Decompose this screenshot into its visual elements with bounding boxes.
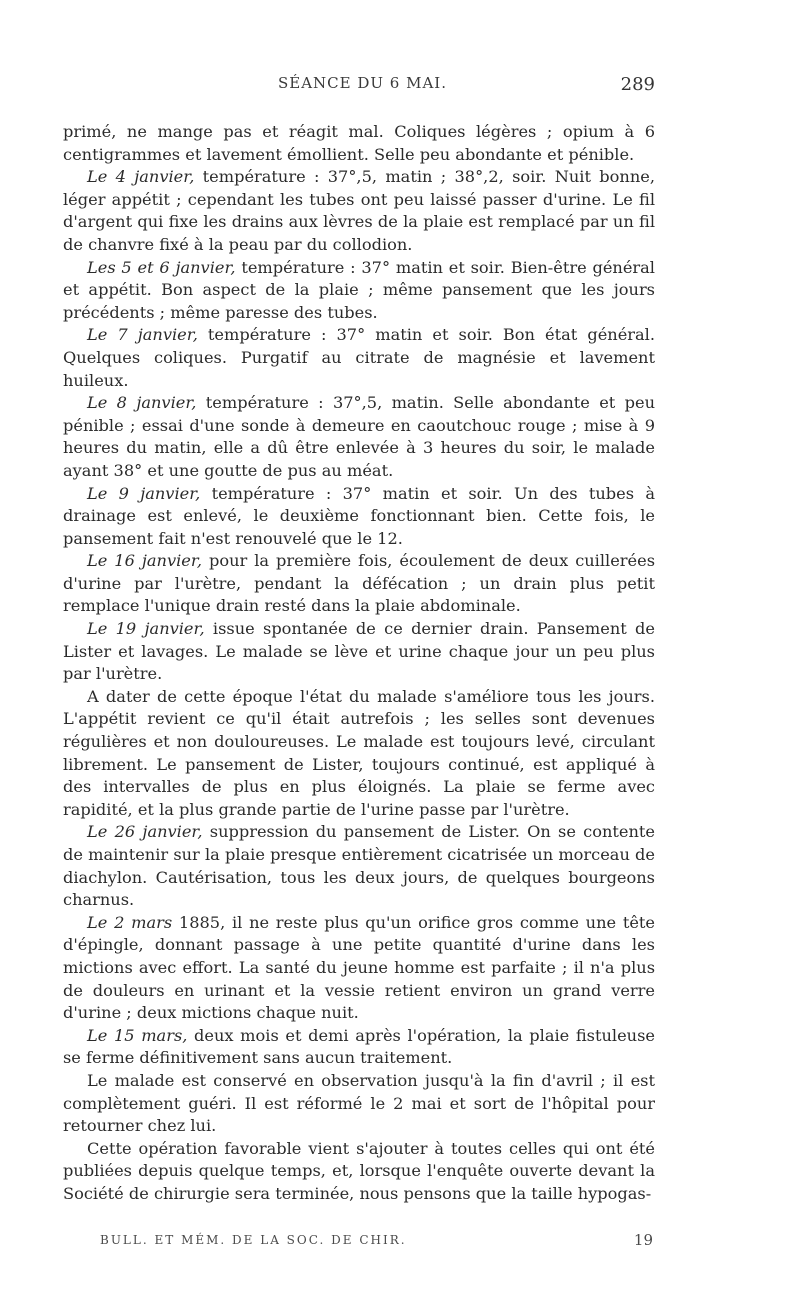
paragraph-9 <box>63 821 655 911</box>
paragraph-13 <box>63 1138 655 1206</box>
entry-date: Le 19 janvier, <box>87 619 205 639</box>
paragraph-text: pour la première fois, écoulement de deux cuillerées d'urine par l'urètre, pendant la défécation ; un drain plus petit remplace l'unique drain resté dans la plaie abdominale. <box>63 551 655 616</box>
paragraph-0 <box>63 121 655 166</box>
paragraph-11 <box>63 1025 655 1070</box>
paragraph-12 <box>63 1070 655 1138</box>
paragraph-text: Le malade est conservé en observation jusqu'à la fin d'avril ; il est complètement guéri. Il est réformé le 2 mai et sort de l'hôpital pour retourner chez lui. <box>63 1070 655 1136</box>
paragraph-7 <box>63 618 655 686</box>
paragraph-text: Cette opération favorable vient s'ajouter à toutes celles qui ont été publiées depuis quelque temps, et, lorsque l'enquête ouverte devant la Société de chirurgie sera terminée, nous pensons que la taille hypogas- <box>63 1138 655 1203</box>
entry-date: Le 7 janvier, <box>87 325 198 345</box>
paragraph-text: température : 37° matin et soir. Bien-être général et appétit. Bon aspect de la plaie ; même pansement que les jours précédents ; même paresse des tubes. <box>63 257 655 322</box>
entry-date: Le 2 mars <box>87 912 173 932</box>
running-header <box>70 74 655 102</box>
paragraph-5 <box>63 483 655 551</box>
paragraph-text: primé, ne mange pas et réagit mal. Coliques légères ; opium à 6 centigrammes et lavement émollient. Selle peu abondante et pénible. <box>63 122 655 164</box>
paragraph-6 <box>63 550 655 618</box>
body-text <box>63 121 655 1206</box>
entry-date: Les 5 et 6 janvier, <box>87 257 236 277</box>
page-footer <box>100 1233 653 1253</box>
entry-date: Le 8 janvier, <box>87 393 197 413</box>
paragraph-text: issue spontanée de ce dernier drain. Pansement de Lister et lavages. Le malade se lève et urine chaque jour un peu plus par l'urètre. <box>63 619 655 684</box>
running-title: SÉANCE DU 6 MAI. <box>277 74 447 92</box>
paragraph-8 <box>63 686 655 822</box>
paragraph-text: A dater de cette époque l'état du malade s'améliore tous les jours. L'appétit revient ce qu'il était autrefois ; les selles sont devenues régulières et non douloureuses. Le malade est toujours levé, circulant librement. Le pansement de Lister, toujours continué, est appliqué à des intervalles de plus en plus éloignés. La plaie se ferme avec rapidité, et la plus grande partie de l'urine passe par l'urètre. <box>63 686 655 819</box>
entry-date: Le 16 janvier, <box>87 551 202 571</box>
paragraph-text: suppression du pansement de Lister. On se contente de maintenir sur la plaie presque entièrement cicatrisée un morceau de diachylon. Cautérisation, tous les deux jours, de quelques bourgeons charnus. <box>63 822 655 910</box>
entry-date: Le 15 mars, <box>87 1025 188 1045</box>
journal-footer: BULL. ET MÉM. DE LA SOC. DE CHIR. <box>100 1233 407 1247</box>
entry-date: Le 4 janvier, <box>87 167 195 187</box>
paragraph-10 <box>63 912 655 1025</box>
paragraph-text: 1885, il ne reste plus qu'un orifice gros comme une tête d'épingle, donnant passage à une petite quantité d'urine dans les mictions avec effort. La santé du jeune homme est parfaite ; il n'a plus de douleurs en urinant et la vessie retient environ un grand verre d'urine ; deux mictions chaque nuit. <box>63 912 655 1023</box>
paragraph-2 <box>63 257 655 325</box>
entry-date: Le 26 janvier, <box>87 822 203 842</box>
paragraph-text: température : 37° matin et soir. Bon état général. Quelques coliques. Purgatif au citrate de magnésie et lavement huileux. <box>63 325 655 390</box>
page-number: 289 <box>620 74 655 95</box>
paragraph-text: température : 37° matin et soir. Un des tubes à drainage est enlevé, le deuxième fonctionnant bien. Cette fois, le pansement fait n'est renouvelé que le 12. <box>63 483 655 548</box>
paragraph-3 <box>63 324 655 392</box>
paragraph-text: deux mois et demi après l'opération, la plaie fistuleuse se ferme définitivement sans aucun traitement. <box>63 1025 655 1068</box>
paragraph-4 <box>63 392 655 482</box>
paragraph-text: température : 37°,5, matin ; 38°,2, soir. Nuit bonne, léger appétit ; cependant les tubes ont peu laissé passer d'urine. Le fil d'argent qui fixe les drains aux lèvres de la plaie est remplacé par un fil de chanvre fixé à la peau par du collodion. <box>63 167 655 254</box>
signature-mark: 19 <box>633 1231 653 1249</box>
entry-date: Le 9 janvier, <box>87 483 201 503</box>
paragraph-1 <box>63 166 655 256</box>
paragraph-text: température : 37°,5, matin. Selle abondante et peu pénible ; essai d'une sonde à demeure en caoutchouc rouge ; mise à 9 heures du matin, elle a dû être enlevée à 3 heures du soir, le malade ayant 38° et une goutte de pus au méat. <box>63 393 655 480</box>
